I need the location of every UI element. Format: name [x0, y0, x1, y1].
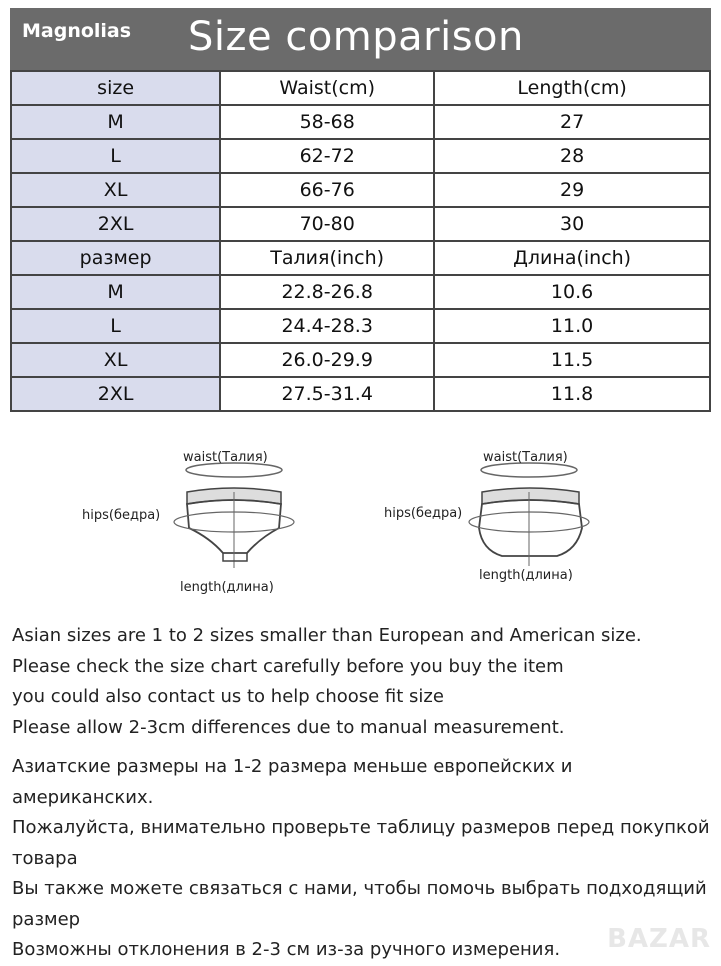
- table-row: [11, 139, 710, 173]
- size-cell: M: [11, 105, 220, 139]
- note-line: Please allow 2-3cm differences due to manual measurement.: [12, 716, 565, 738]
- notes-russian: [12, 752, 710, 966]
- length-cell: 10.6: [434, 275, 710, 309]
- table-header-row: [11, 241, 710, 275]
- note-line: Asian sizes are 1 to 2 sizes smaller than European and American size.: [12, 625, 642, 646]
- table-row: [11, 275, 710, 309]
- length-cell: 29: [434, 173, 710, 207]
- length-cell: 11.5: [434, 343, 710, 377]
- note-line: Please check the size chart carefully before you buy the item: [12, 655, 564, 677]
- table-row: [11, 207, 710, 241]
- header-cell: size: [11, 71, 220, 105]
- hips-label: hips(бедра): [384, 506, 463, 521]
- size-cell: XL: [11, 173, 220, 207]
- size-cell: XL: [11, 343, 220, 377]
- note-line: Вы также можете связаться с нами, чтобы помочь выбрать подходящий размер: [12, 878, 707, 930]
- brand-name: Magnolias: [22, 20, 132, 42]
- length-label: length(длина): [180, 580, 274, 595]
- size-cell: L: [11, 309, 220, 343]
- header-banner: [10, 8, 711, 70]
- notes-english: [12, 621, 712, 743]
- note-line: Азиатские размеры на 1-2 размера меньше европейских и американских.: [12, 756, 573, 808]
- length-label: length(длина): [479, 568, 573, 583]
- header-cell: Length(cm): [434, 71, 710, 105]
- waist-label: waist(Талия): [483, 450, 568, 465]
- page-title: Size comparison: [188, 14, 524, 60]
- note-line: Пожалуйста, внимательно проверьте таблицу размеров перед покупкой товара: [12, 817, 710, 869]
- length-cell: 11.8: [434, 377, 710, 411]
- length-cell: 11.0: [434, 309, 710, 343]
- waist-cell: 27.5-31.4: [220, 377, 434, 411]
- table-row: [11, 309, 710, 343]
- waist-cell: 26.0-29.9: [220, 343, 434, 377]
- size-cell: 2XL: [11, 207, 220, 241]
- waist-cell: 22.8-26.8: [220, 275, 434, 309]
- size-cell: L: [11, 139, 220, 173]
- header-cell: размер: [11, 241, 220, 275]
- table-row: [11, 173, 710, 207]
- length-cell: 27: [434, 105, 710, 139]
- header-cell: Waist(cm): [220, 71, 434, 105]
- note-line: Возможны отклонения в 2-3 см из-за ручного измерения.: [12, 939, 561, 960]
- header-cell: Длина(inch): [434, 241, 710, 275]
- waist-cell: 66-76: [220, 173, 434, 207]
- brief-diagram-icon: [165, 458, 315, 573]
- watermark-logo: BAZAR: [607, 924, 711, 954]
- waist-cell: 24.4-28.3: [220, 309, 434, 343]
- waist-label: waist(Талия): [183, 450, 268, 465]
- waist-cell: 58-68: [220, 105, 434, 139]
- size-cell: 2XL: [11, 377, 220, 411]
- size-table: [10, 70, 711, 412]
- note-line: you could also contact us to help choose fit size: [12, 686, 444, 707]
- length-cell: 30: [434, 207, 710, 241]
- header-cell: Талия(inch): [220, 241, 434, 275]
- boyshort-diagram-icon: [467, 458, 617, 573]
- size-cell: M: [11, 275, 220, 309]
- table-row: [11, 105, 710, 139]
- table-row: [11, 377, 710, 411]
- waist-cell: 62-72: [220, 139, 434, 173]
- table-row: [11, 343, 710, 377]
- waist-cell: 70-80: [220, 207, 434, 241]
- measurement-diagrams: [0, 440, 721, 610]
- table-header-row: [11, 71, 710, 105]
- hips-label: hips(бедра): [82, 508, 161, 523]
- length-cell: 28: [434, 139, 710, 173]
